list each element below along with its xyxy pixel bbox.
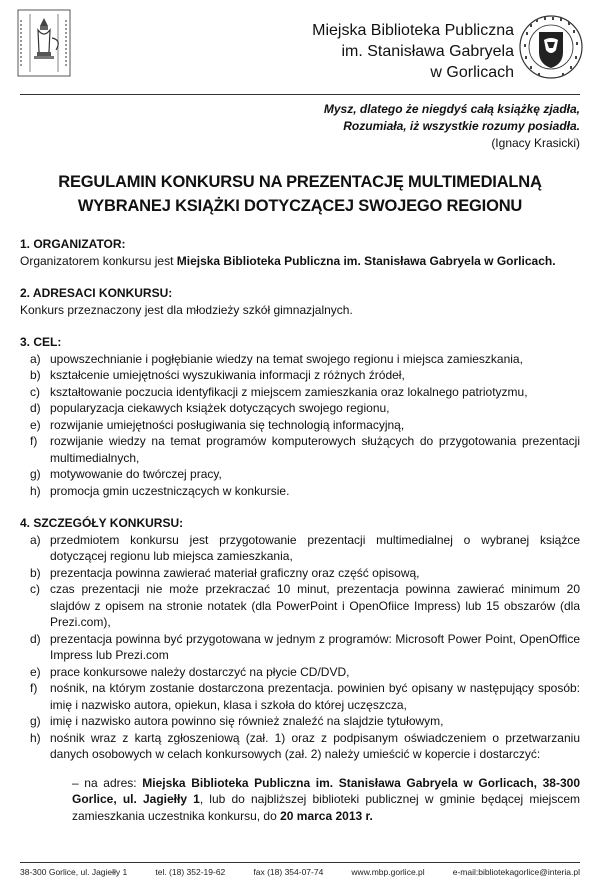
motto-line-1: Mysz, dlatego że niegdyś całą książkę zjadła, xyxy=(323,102,580,116)
list-item: a) upowszechnianie i pogłębianie wiedzy na temat swojego regionu i miejsca zamieszkania, xyxy=(30,351,523,366)
regulations-content xyxy=(20,236,580,836)
list-item: d) prezentacja powinna być przygotowana w jednym z programów: Microsoft Power Point, OpenOffice Impress lub Prezi.com xyxy=(30,631,580,662)
header-line-1: Miejska Biblioteka Publiczna xyxy=(312,22,514,39)
goals-list xyxy=(20,351,580,500)
motto-author: (Ignacy Krasicki) xyxy=(491,136,580,150)
header-line-3: w Gorlicach xyxy=(430,64,514,81)
list-item: c) kształtowanie poczucia identyfikacji z miejscem zamieszkania oraz lokalnego patriotyzmu, xyxy=(30,384,528,399)
list-item: h) nośnik wraz z kartą zgłoszeniową (zał. 1) oraz z podpisanym oświadczeniem o przetwarzaniu danych osobowych w celach konkursowych (zał. 2) należy umieścić w kopercie i dostarczyć: xyxy=(30,730,580,761)
list-item: f) nośnik, na którym zostanie dostarczona prezentacja. powinien być opisany w następujący sposób: imię i nazwisko autora, opiekun, klasa i szkoła do której uczęszcza, xyxy=(30,681,580,712)
list-item: h) promocja gmin uczestniczących w konkursie. xyxy=(30,483,290,498)
library-header xyxy=(312,20,514,83)
section-details xyxy=(20,515,580,824)
section-audience xyxy=(20,285,580,318)
footer-website: www.mbp.gorlice.pl xyxy=(351,867,425,877)
list-item: e) prace konkursowe należy dostarczyć na płycie CD/DVD, xyxy=(30,664,350,679)
section-heading: 2. ADRESACI KONKURSU: xyxy=(20,286,173,300)
organizer-intro: Organizatorem konkursu jest xyxy=(20,253,177,268)
footer-address: 38-300 Gorlice, ul. Jagiełły 1 xyxy=(20,867,128,877)
library-seal-right xyxy=(518,10,584,84)
list-item: c) czas prezentacji nie może przekraczać 10 minut, prezentacja powinna zawierać minimum 20 slajdów z opisem na stronie notatek (dla PowerPoint i OpenOfiice Impress) lub 15 obszarów (dla Prezi.com), xyxy=(30,582,580,629)
delivery-address: – na adres: Miejska Biblioteka Publiczna im. Stanisława Gabryela w Gorlicach, 38-300 Gorlice, ul. Jagiełły 1, lub do najbliższej biblioteki publicznej w gminie będącej miejscem zamieszkania uczestnika konkursu, do 20 marca 2013 r. xyxy=(72,775,580,823)
section-goals xyxy=(20,334,580,499)
document-title xyxy=(0,170,600,218)
footer-phone: tel. (18) 352-19-62 xyxy=(155,867,226,877)
footer-fax: fax (18) 354-07-74 xyxy=(253,867,324,877)
header-line-2: im. Stanisława Gabryela xyxy=(341,43,514,60)
list-item: e) rozwijanie umiejętności posługiwania się technologią informacyjną, xyxy=(30,417,405,432)
footer-email: e-mail:bibliotekagorlice@interia.pl xyxy=(452,867,580,877)
section-heading: 3. CEL: xyxy=(20,335,62,349)
list-item: g) imię i nazwisko autora powinno się również znaleźć na slajdzie tytułowym, xyxy=(30,714,444,728)
footer-divider xyxy=(20,862,580,863)
list-item: f) rozwijanie wiedzy na temat programów komputerowych służących do przygotowania prezentacji multimedialnych, xyxy=(30,434,580,465)
list-item: b) kształcenie umiejętności wyszukiwania informacji z różnych źródeł, xyxy=(30,368,405,382)
section-heading: 1. ORGANIZATOR: xyxy=(20,237,126,251)
motto xyxy=(324,101,580,152)
list-item: b) prezentacja powinna zawierać materiał graficzny oraz część opisową, xyxy=(30,565,420,580)
list-item: a) przedmiotem konkursu jest przygotowanie prezentacji multimedialnej o wybranej książce dotyczącej regionu lub miejsca zamieszkania, xyxy=(30,532,580,563)
details-list xyxy=(20,532,580,763)
section-heading: 4. SZCZEGÓŁY KONKURSU: xyxy=(20,516,184,530)
list-item: d) popularyzacja ciekawych książek dotyczących swojego regionu, xyxy=(30,401,390,415)
organizer-name: Miejska Biblioteka Publiczna im. Stanisława Gabryela w Gorlicach. xyxy=(176,253,556,268)
list-item: g) motywowanie do twórczej pracy, xyxy=(30,467,222,481)
title-line-1: REGULAMIN KONKURSU NA PREZENTACJĘ MULTIMEDIALNĄ xyxy=(58,173,542,191)
section-body: Konkurs przeznaczony jest dla młodzieży szkół gimnazjalnych. xyxy=(20,302,353,317)
library-logo-left xyxy=(16,8,72,78)
footer xyxy=(20,867,580,877)
section-organizer xyxy=(20,236,580,269)
title-line-2: WYBRANEJ KSIĄŻKI DOTYCZĄCEJ SWOJEGO REGIONU xyxy=(77,197,523,215)
header-divider xyxy=(20,94,580,95)
section-body xyxy=(20,253,580,270)
motto-line-2: Rozumiała, iż wszystkie rozumy posiadła. xyxy=(343,119,580,133)
